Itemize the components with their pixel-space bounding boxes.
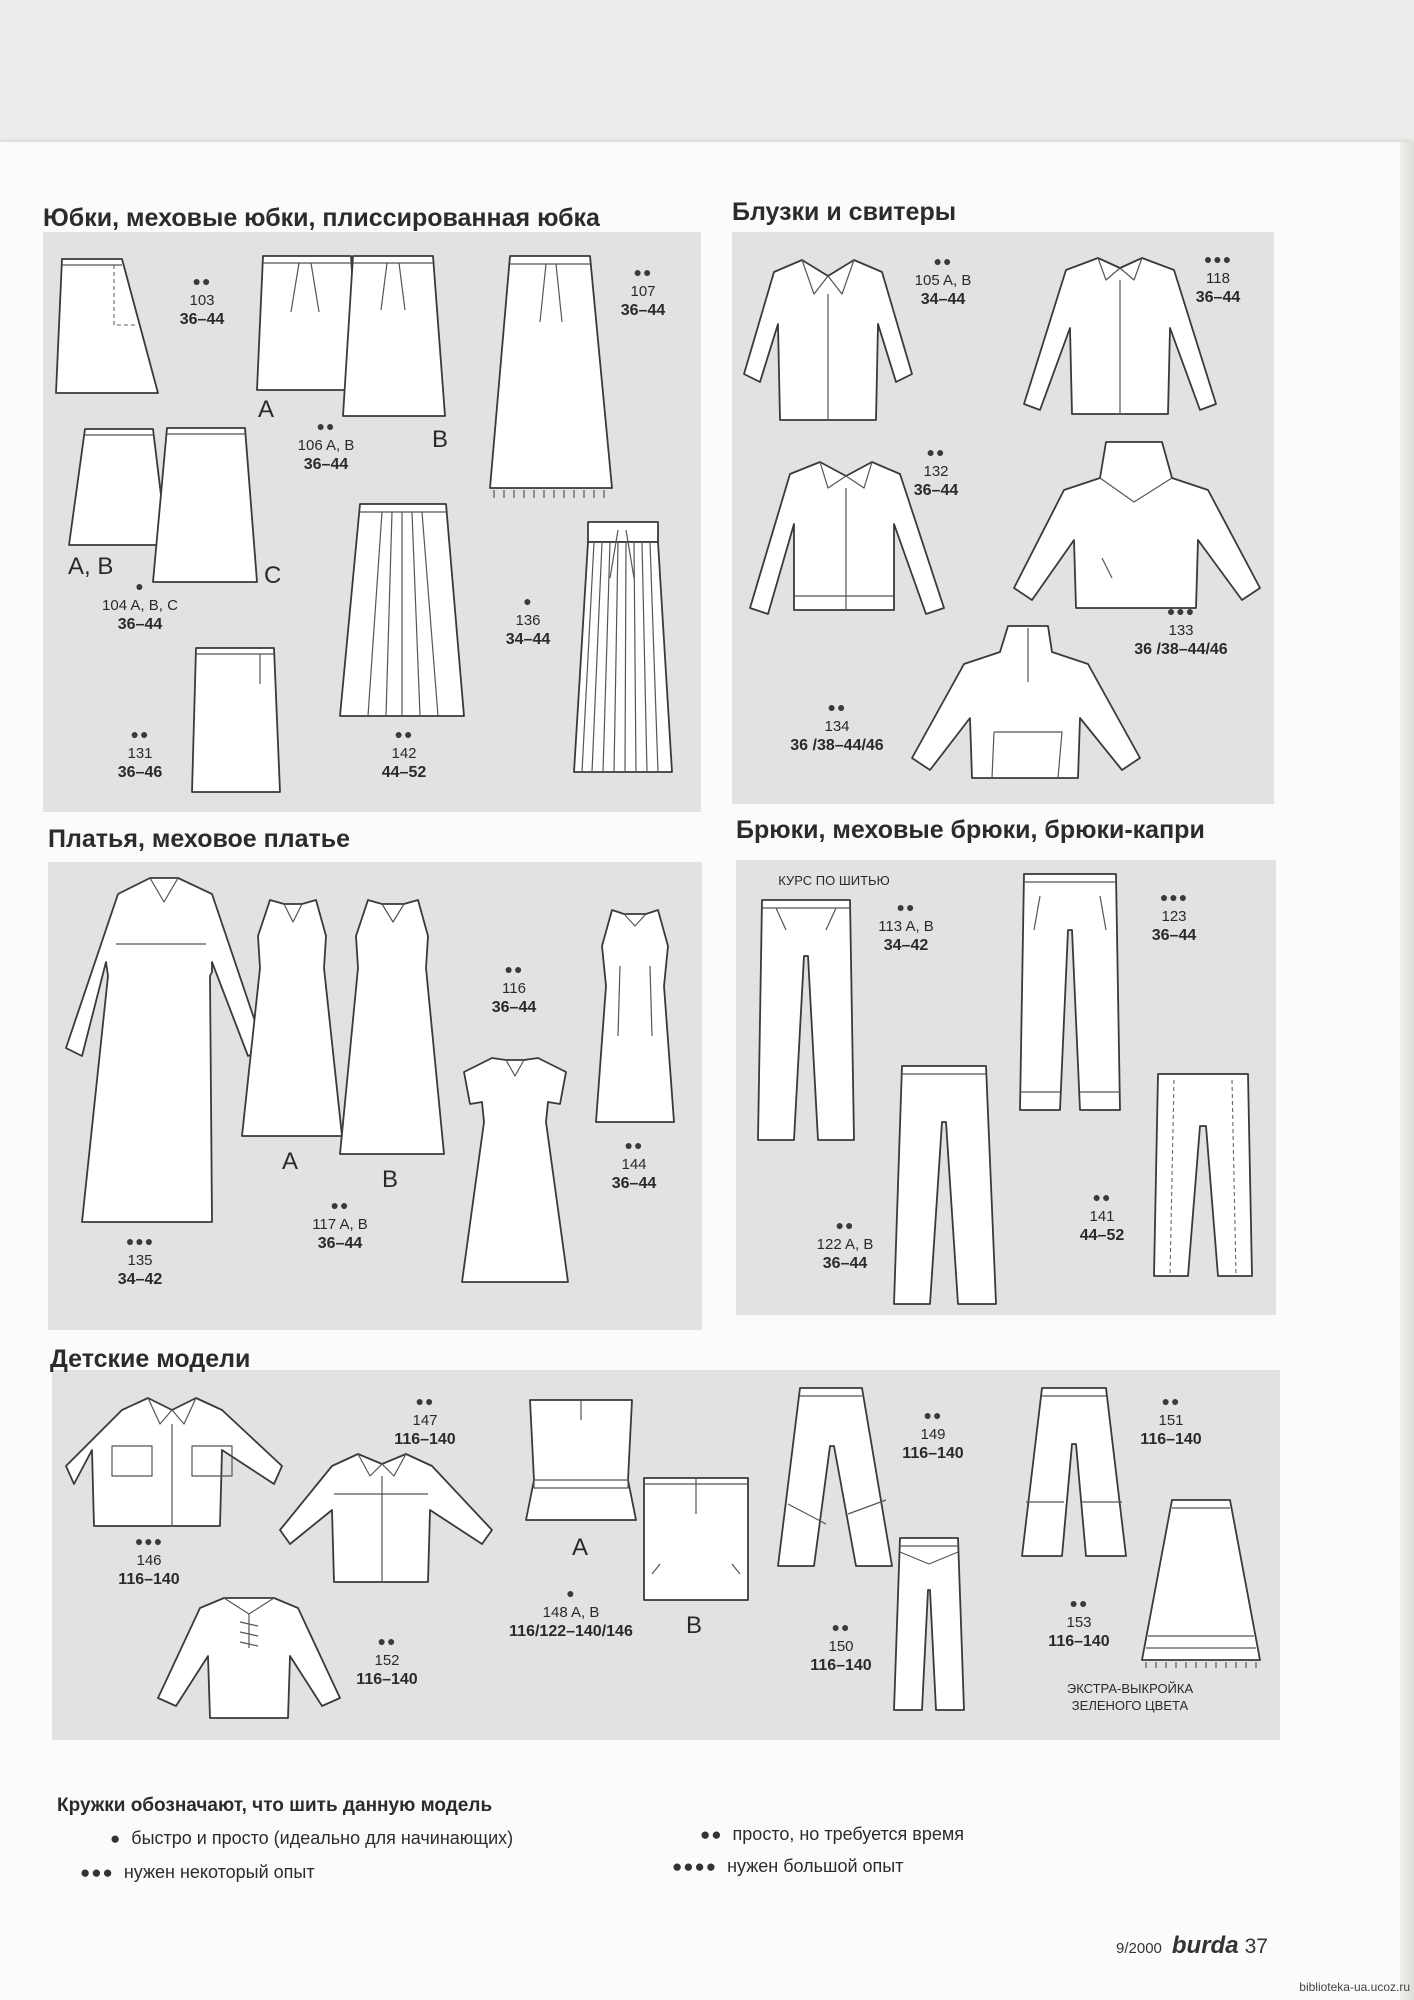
difficulty-dots: ●● bbox=[835, 1217, 855, 1233]
model-sizes: 36–44 bbox=[1151, 927, 1197, 944]
dress-144-drawing bbox=[592, 906, 678, 1126]
skirt-153-drawing bbox=[1138, 1496, 1264, 1670]
model-number: 131 bbox=[127, 745, 153, 762]
model-122-label bbox=[804, 1216, 886, 1273]
difficulty-dots: ●● bbox=[394, 726, 414, 742]
model-sizes: 116–140 bbox=[118, 1571, 180, 1588]
variant-ab-label: A, B bbox=[68, 553, 114, 580]
model-103-label bbox=[165, 272, 239, 329]
model-number: 150 bbox=[828, 1638, 854, 1655]
model-number: 144 bbox=[621, 1156, 647, 1173]
model-number: 106 A, B bbox=[297, 437, 355, 454]
model-sizes: 36–44 bbox=[317, 1235, 363, 1252]
model-146-label bbox=[106, 1532, 192, 1589]
skirt-131-drawing bbox=[190, 644, 282, 796]
difficulty-dots: ●● bbox=[415, 1393, 435, 1409]
difficulty-dots: ●●● bbox=[125, 1233, 155, 1249]
difficulty-dots: ●● bbox=[130, 726, 150, 742]
skirt-106b-drawing bbox=[341, 252, 449, 420]
model-sizes: 44–52 bbox=[1079, 1227, 1125, 1244]
model-sizes: 36–46 bbox=[117, 764, 163, 781]
difficulty-dots: ● bbox=[135, 578, 145, 594]
difficulty-dots: ●● bbox=[633, 264, 653, 280]
model-sizes: 36–44 bbox=[179, 311, 225, 328]
difficulty-dots: ●● bbox=[1092, 1189, 1112, 1205]
legend-text: нужен большой опыт bbox=[727, 1856, 904, 1876]
model-number: 151 bbox=[1158, 1412, 1184, 1429]
difficulty-dots: ●● bbox=[923, 1407, 943, 1423]
difficulty-dots: ●● bbox=[831, 1619, 851, 1635]
model-105-label bbox=[902, 252, 984, 309]
skirt-104c-drawing bbox=[151, 424, 261, 586]
model-147-label bbox=[382, 1392, 468, 1449]
model-141-label bbox=[1066, 1188, 1138, 1245]
model-number: 146 bbox=[136, 1552, 162, 1569]
model-sizes: 36–44 bbox=[303, 456, 349, 473]
skirt-103-drawing bbox=[54, 255, 164, 397]
model-sizes: 36–44 bbox=[1195, 289, 1241, 306]
top-148a-drawing bbox=[524, 1396, 638, 1524]
difficulty-dots: ●● bbox=[926, 444, 946, 460]
issue-number: 9/2000 bbox=[1116, 1940, 1162, 1957]
model-number: 104 A, B, C bbox=[102, 597, 178, 614]
model-123-label bbox=[1138, 888, 1210, 945]
trousers-section-title: Брюки, меховые брюки, брюки-капри bbox=[736, 816, 1205, 844]
model-number: 123 bbox=[1161, 908, 1187, 925]
difficulty-dots: ●● bbox=[896, 899, 916, 915]
model-131-label bbox=[104, 725, 176, 782]
model-number: 136 bbox=[515, 612, 541, 629]
site-watermark: biblioteka-ua.ucoz.ru bbox=[1299, 1980, 1410, 1994]
kids-section-title: Детские модели bbox=[50, 1345, 251, 1373]
model-104-label bbox=[92, 577, 188, 634]
legend-item-time bbox=[700, 1824, 964, 1845]
variant-b-label: B bbox=[382, 1166, 399, 1193]
model-sizes: 116–140 bbox=[810, 1657, 872, 1674]
three-dots-icon: ●●● bbox=[80, 1863, 114, 1882]
variant-b-label: B bbox=[432, 426, 449, 453]
model-sizes: 34–42 bbox=[117, 1271, 163, 1288]
one-dot-icon: ● bbox=[110, 1829, 122, 1848]
model-number: 142 bbox=[391, 745, 417, 762]
trousers-122-drawing bbox=[892, 1062, 998, 1308]
model-136-label bbox=[494, 592, 562, 649]
extra-pattern-note: ЭКСТРА-ВЫКРОЙКА ЗЕЛЕНОГО ЦВЕТА bbox=[1066, 1681, 1194, 1713]
trousers-149-drawing bbox=[776, 1384, 894, 1570]
variant-a-label: A bbox=[282, 1148, 299, 1175]
model-number: 134 bbox=[824, 718, 850, 735]
model-number: 132 bbox=[923, 463, 949, 480]
model-number: 116 bbox=[502, 980, 526, 997]
legend-item-easy bbox=[110, 1828, 513, 1849]
model-sizes: 34–44 bbox=[505, 631, 551, 648]
model-118-label bbox=[1182, 250, 1254, 307]
model-sizes: 36–44 bbox=[620, 302, 666, 319]
legend-text: быстро и просто (идеально для начинающих) bbox=[131, 1828, 514, 1848]
model-number: 149 bbox=[920, 1426, 946, 1443]
difficulty-dots: ●●● bbox=[1159, 889, 1189, 905]
page-footer bbox=[1116, 1932, 1268, 1960]
model-152-label bbox=[344, 1632, 430, 1689]
two-dots-icon: ●● bbox=[700, 1825, 723, 1844]
difficulty-dots: ●● bbox=[1069, 1595, 1089, 1611]
legend-item-great-experience bbox=[672, 1856, 903, 1877]
variant-c-label: C bbox=[264, 562, 282, 589]
sweater-133-drawing bbox=[1012, 438, 1262, 614]
legend-text: просто, но требуется время bbox=[732, 1824, 965, 1844]
difficulty-dots: ● bbox=[523, 593, 533, 609]
model-number: 153 bbox=[1066, 1614, 1092, 1631]
model-150-label bbox=[798, 1618, 884, 1675]
model-132-label bbox=[900, 443, 972, 500]
model-sizes: 36 /38–44/46 bbox=[1134, 641, 1228, 658]
brand-logo: burda bbox=[1171, 1932, 1239, 1959]
model-number: 107 bbox=[630, 283, 656, 300]
model-number: 103 bbox=[189, 292, 215, 309]
model-117-label bbox=[300, 1196, 380, 1253]
model-151-label bbox=[1128, 1392, 1214, 1449]
model-number: 141 bbox=[1089, 1208, 1115, 1225]
model-number: 135 bbox=[127, 1252, 153, 1269]
model-sizes: 34–44 bbox=[920, 291, 966, 308]
model-107-label bbox=[604, 263, 682, 320]
model-153-label bbox=[1036, 1594, 1122, 1651]
difficulty-dots: ●●● bbox=[1166, 603, 1196, 619]
model-sizes: 44–52 bbox=[381, 764, 427, 781]
difficulty-dots: ●● bbox=[933, 253, 953, 269]
skirt-148b-drawing bbox=[640, 1474, 752, 1604]
model-116-label bbox=[478, 960, 550, 1017]
model-144-label bbox=[598, 1136, 670, 1193]
difficulty-dots: ●●● bbox=[1203, 251, 1233, 267]
skirt-136-drawing bbox=[570, 518, 676, 776]
shirt-147-drawing bbox=[278, 1448, 494, 1586]
difficulty-dots: ●●● bbox=[134, 1533, 164, 1549]
variant-a-label: A bbox=[258, 396, 275, 423]
difficulty-dots: ●● bbox=[504, 961, 524, 977]
difficulty-dots: ●● bbox=[377, 1633, 397, 1649]
model-106-label bbox=[286, 417, 366, 474]
model-sizes: 36–44 bbox=[611, 1175, 657, 1192]
model-number: 113 A, B bbox=[878, 918, 934, 935]
skirt-142-drawing bbox=[338, 500, 468, 722]
model-sizes: 116–140 bbox=[356, 1671, 418, 1688]
blouse-152-drawing bbox=[156, 1592, 342, 1722]
trousers-150-drawing bbox=[892, 1534, 966, 1714]
model-number: 133 bbox=[1168, 622, 1194, 639]
jacket-105-drawing bbox=[742, 254, 914, 422]
scan-background bbox=[0, 0, 1414, 142]
dress-117a-drawing bbox=[240, 896, 346, 1140]
model-number: 117 A, B bbox=[312, 1216, 368, 1233]
model-sizes: 116–140 bbox=[902, 1445, 964, 1462]
skirt-107-drawing bbox=[488, 252, 616, 500]
model-sizes: 116–140 bbox=[394, 1431, 456, 1448]
dress-135-drawing bbox=[62, 872, 268, 1226]
difficulty-dots: ● bbox=[566, 1585, 576, 1601]
difficulty-dots: ●● bbox=[827, 699, 847, 715]
model-number: 147 bbox=[412, 1412, 438, 1429]
model-sizes: 36 /38–44/46 bbox=[790, 737, 884, 754]
blouses-section-title: Блузки и свитеры bbox=[732, 198, 957, 226]
model-113-label bbox=[866, 898, 946, 955]
trousers-113-drawing bbox=[756, 896, 856, 1144]
model-sizes: 36–44 bbox=[822, 1255, 868, 1272]
page-number: 37 bbox=[1244, 1935, 1268, 1958]
legend-item-some-experience bbox=[80, 1862, 315, 1883]
model-sizes: 116–140 bbox=[1140, 1431, 1202, 1448]
model-134-label bbox=[772, 698, 902, 755]
difficulty-dots: ●● bbox=[1161, 1393, 1181, 1409]
dress-117b-drawing bbox=[338, 896, 448, 1158]
trousers-141-drawing bbox=[1152, 1070, 1254, 1280]
sewing-course-note: КУРС ПО ШИТЬЮ bbox=[778, 873, 890, 888]
model-number: 152 bbox=[374, 1652, 400, 1669]
difficulty-dots: ●● bbox=[316, 418, 336, 434]
page-edge bbox=[1400, 142, 1414, 2000]
model-148-label bbox=[488, 1584, 654, 1641]
variant-b-label: B bbox=[686, 1612, 703, 1639]
trousers-123-drawing bbox=[1018, 870, 1122, 1114]
legend-text: нужен некоторый опыт bbox=[123, 1862, 315, 1882]
variant-a-label: A bbox=[572, 1534, 589, 1561]
model-sizes: 34–42 bbox=[883, 937, 929, 954]
difficulty-dots: ●● bbox=[330, 1197, 350, 1213]
dresses-section-title: Платья, меховое платье bbox=[48, 825, 351, 853]
model-number: 148 A, B bbox=[542, 1604, 600, 1621]
difficulty-dots: ●● bbox=[624, 1137, 644, 1153]
model-142-label bbox=[368, 725, 440, 782]
model-number: 122 A, B bbox=[816, 1236, 874, 1253]
model-149-label bbox=[890, 1406, 976, 1463]
model-sizes: 116/122–140/146 bbox=[509, 1623, 633, 1640]
shirt-146-drawing bbox=[64, 1392, 284, 1530]
model-number: 118 bbox=[1206, 270, 1230, 287]
trousers-151-drawing bbox=[1020, 1384, 1128, 1560]
skirts-section-title: Юбки, меховые юбки, плиссированная юбка bbox=[43, 204, 600, 232]
model-number: 105 A, B bbox=[914, 272, 972, 289]
model-135-label bbox=[104, 1232, 176, 1289]
model-sizes: 36–44 bbox=[491, 999, 537, 1016]
difficulty-dots: ●● bbox=[192, 273, 212, 289]
dress-116-drawing bbox=[456, 1052, 574, 1286]
model-sizes: 36–44 bbox=[913, 482, 959, 499]
model-sizes: 36–44 bbox=[117, 616, 163, 633]
model-sizes: 116–140 bbox=[1048, 1633, 1110, 1650]
anorak-134-drawing bbox=[908, 622, 1144, 786]
legend-title: Кружки обозначают, что шить данную модель bbox=[57, 1795, 493, 1816]
four-dots-icon: ●●●● bbox=[672, 1857, 718, 1876]
